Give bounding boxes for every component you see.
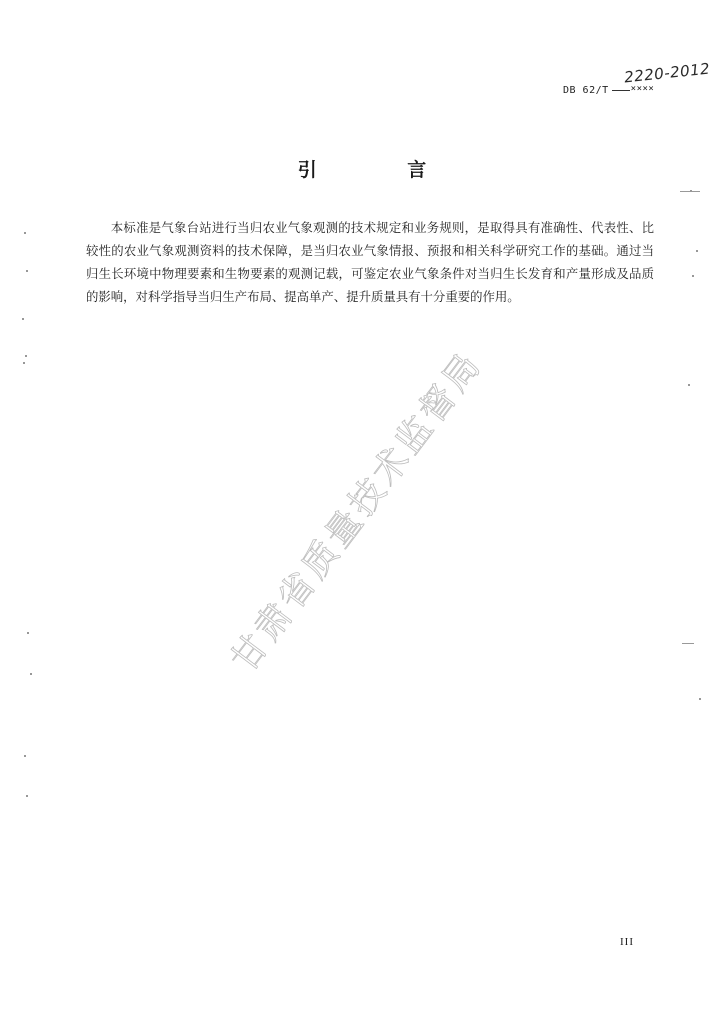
- scan-speck: [692, 275, 694, 277]
- scan-speck: [26, 270, 28, 272]
- scan-speck: [27, 632, 29, 634]
- scan-speck: [25, 355, 27, 357]
- scan-speck: [24, 755, 26, 757]
- watermark-stamp: 甘肃省质量技术监督局: [224, 344, 491, 680]
- scan-speck: [24, 232, 26, 234]
- scan-speck: [23, 362, 25, 364]
- scan-dash: [680, 191, 700, 192]
- introduction-paragraph: 本标准是气象台站进行当归农业气象观测的技术规定和业务规则，是取得具有准确性、代表性、比较性的农业气象观测资料的技术保障，是当归农业气象情报、预报和相关科学研究工作的基础。通过当归生长环境中物理要素和生物要素的观测记载，可鉴定农业气象条件对当归生长发育和产量形成及品质的影响，对科学指导当归生产布局、提高单产、提升质量具有十分重要的作用。: [86, 220, 654, 304]
- scan-speck: [22, 318, 24, 320]
- section-title: 引 言: [297, 159, 469, 181]
- number-underline: [612, 90, 630, 91]
- page-number: III: [620, 936, 634, 948]
- scan-speck: [688, 384, 690, 386]
- handwritten-standard-number: 2220-2012: [623, 59, 711, 87]
- standard-number-placeholder: ××××: [630, 84, 655, 94]
- scan-speck: [696, 250, 698, 252]
- scan-speck: [26, 795, 28, 797]
- scan-speck: [30, 673, 32, 675]
- standard-code: [563, 84, 654, 96]
- scan-speck: [699, 698, 701, 700]
- scan-dash: [682, 643, 694, 644]
- standard-prefix: DB 62/T: [563, 85, 609, 96]
